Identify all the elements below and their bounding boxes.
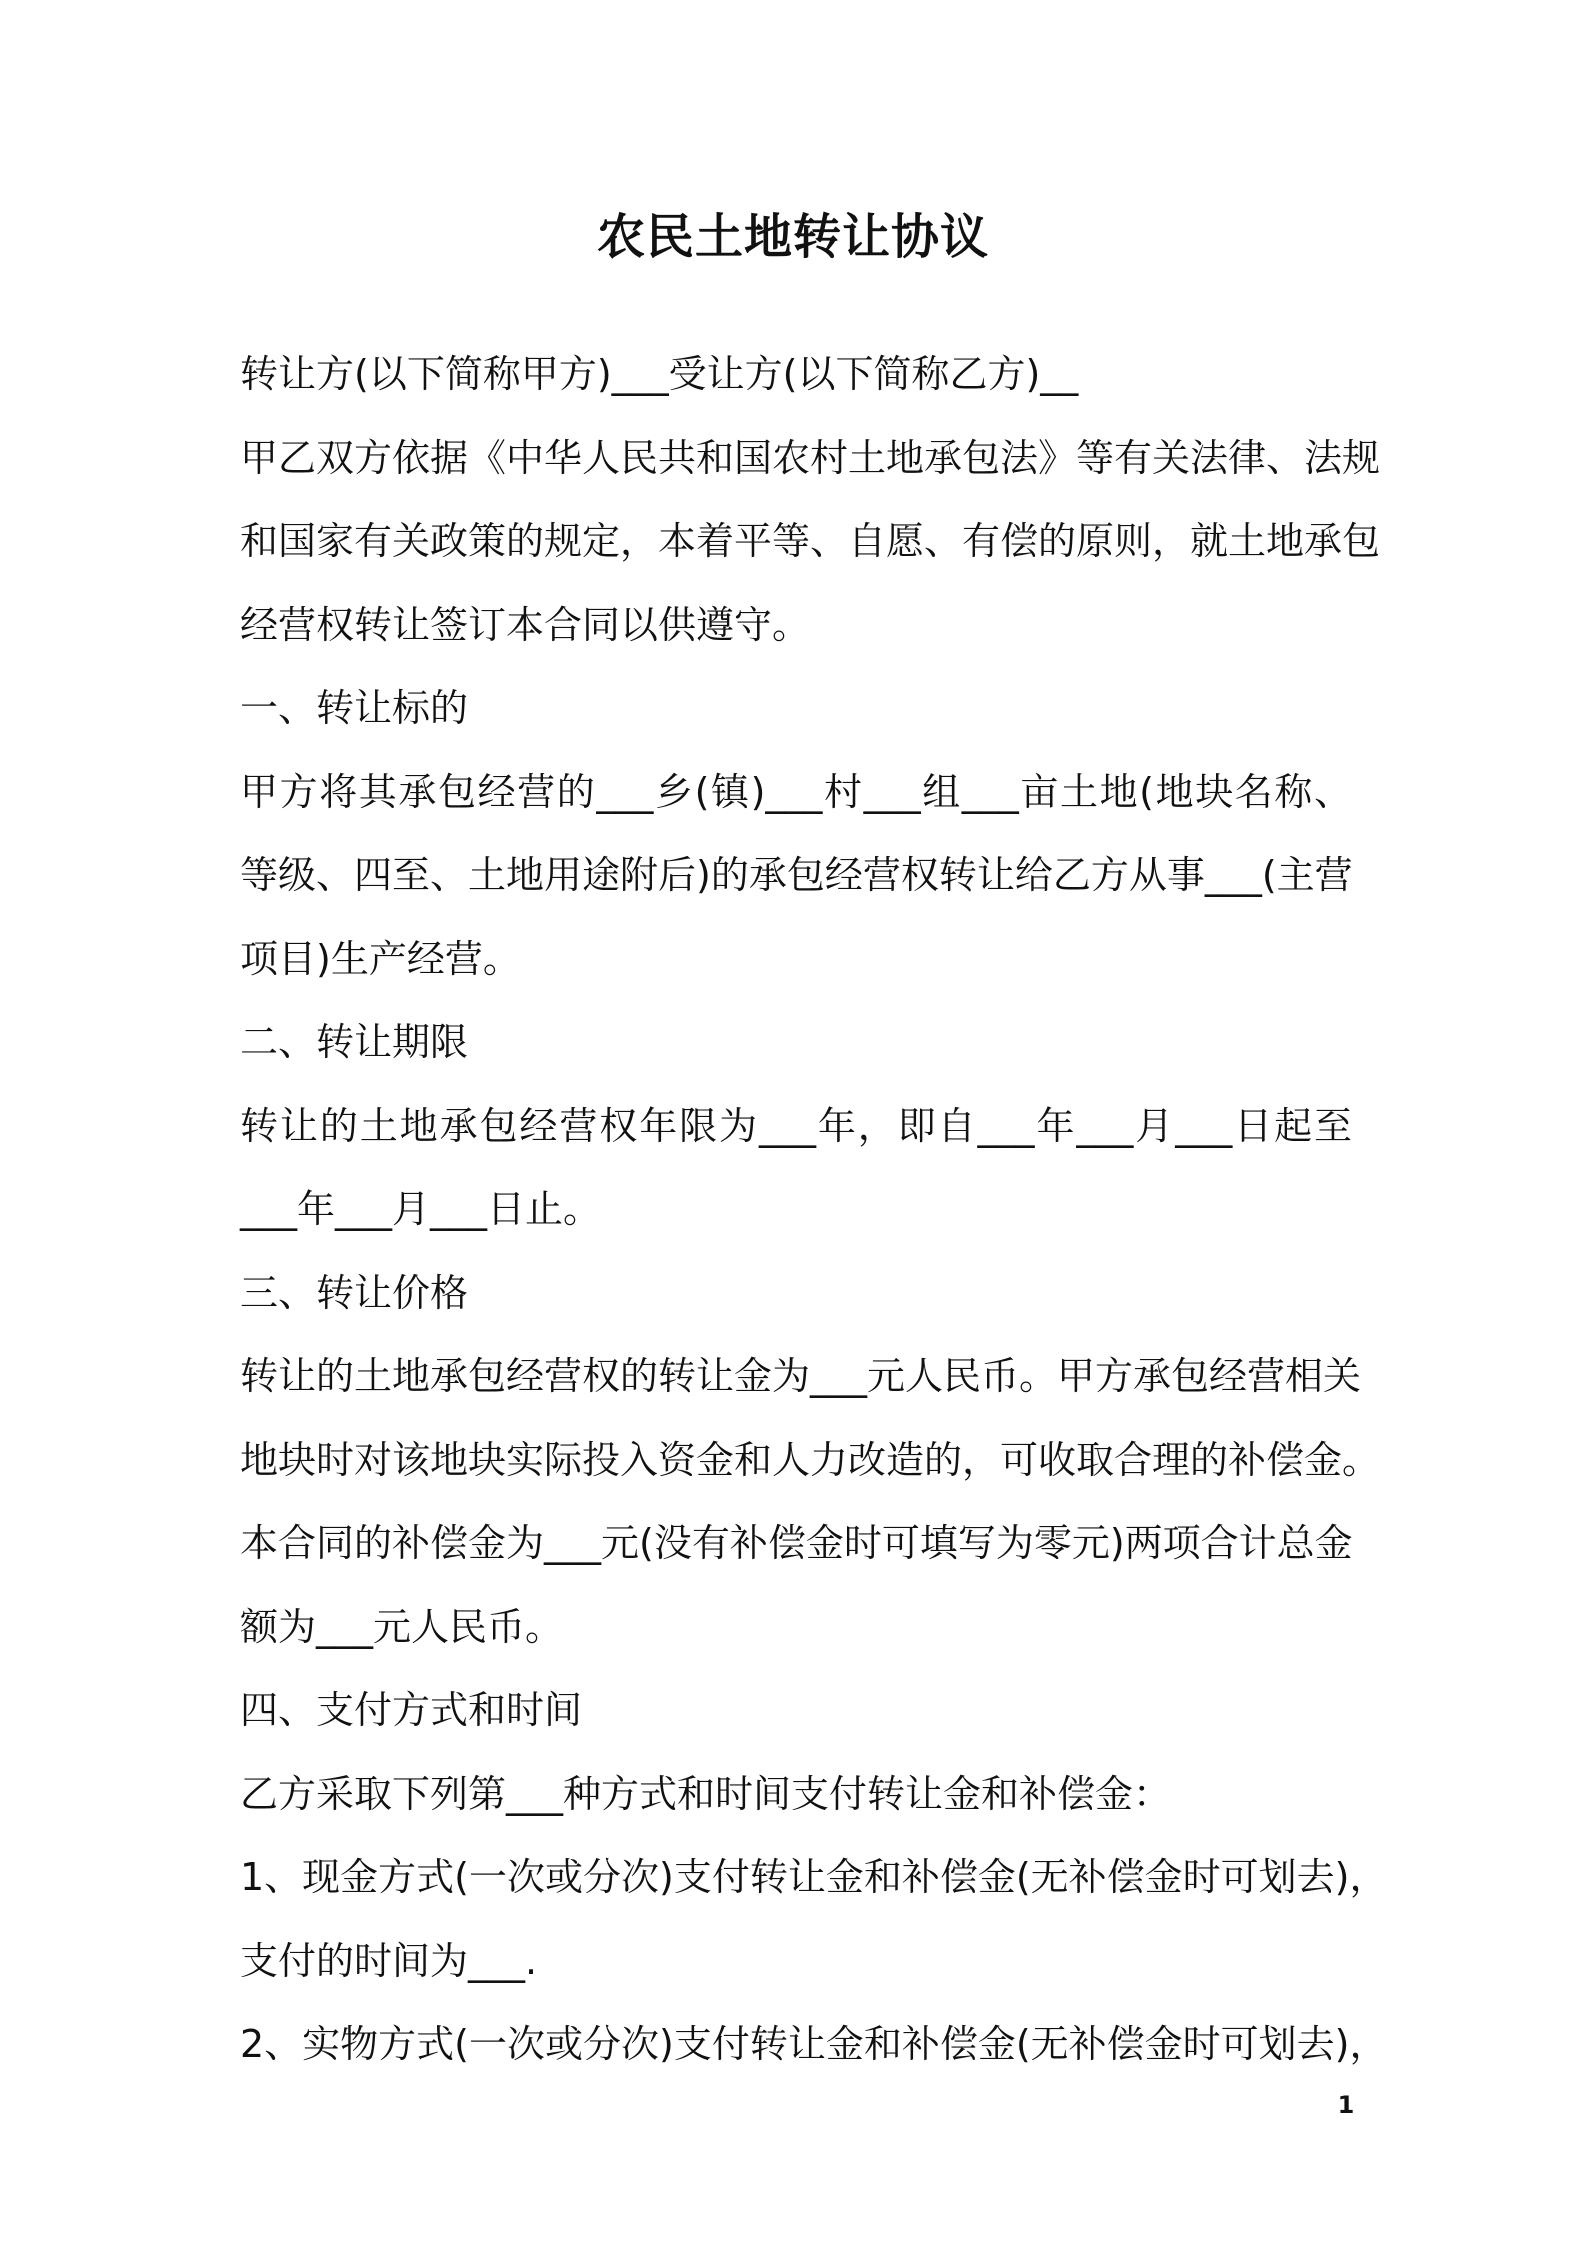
section-heading-1: 一、转让标的 — [240, 686, 469, 730]
section-heading-3: 三、转让价格 — [240, 1270, 469, 1315]
section-4-line-3: 支付的时间为___. — [240, 1938, 538, 1983]
document-title: 农民土地转让协议 — [596, 209, 989, 265]
section-3-line-3: 本合同的补偿金为___元(没有补偿金时可填写为零元)两项合计总金 — [240, 1521, 1353, 1565]
preamble-line-3: 经营权转让签订本合同以供遵守。 — [240, 602, 811, 647]
section-3-line-4: 额为___元人民币。 — [240, 1604, 564, 1649]
section-2-line-1: 转让的土地承包经营权年限为___年，即自___年___月___日起至 — [240, 1103, 1352, 1148]
section-4-line-4: 2、实物方式(一次或分次)支付转让金和补偿金(无补偿金时可划去)， — [240, 2022, 1388, 2066]
section-2-line-2: ___年___月___日止。 — [240, 1187, 602, 1231]
page-number: 1 — [1337, 2091, 1355, 2119]
section-4-line-2: 1、现金方式(一次或分次)支付转让金和补偿金(无补偿金时可划去)， — [240, 1855, 1388, 1899]
preamble-line-1: 甲乙双方依据《中华人民共和国农村土地承包法》等有关法律、法规 — [240, 435, 1381, 480]
preamble-line-2: 和国家有关政策的规定，本着平等、自愿、有偿的原则，就土地承包 — [240, 519, 1381, 563]
section-1-line-1: 甲方将其承包经营的___乡(镇)___村___组___亩土地(地块名称、 — [240, 769, 1352, 814]
section-heading-2: 二、转让期限 — [240, 1020, 469, 1064]
section-1-line-2: 等级、四至、土地用途附后)的承包经营权转让给乙方从事___(主营 — [240, 853, 1353, 897]
section-3-line-1: 转让的土地承包经营权的转让金为___元人民币。甲方承包经营相关 — [240, 1354, 1362, 1398]
party-line: 转让方(以下简称甲方)___受让方(以下简称乙方)__ — [240, 352, 1079, 396]
section-heading-4: 四、支付方式和时间 — [240, 1688, 583, 1732]
section-1-line-3: 项目)生产经营。 — [240, 936, 521, 981]
section-4-line-1: 乙方采取下列第___种方式和时间支付转让金和补偿金： — [240, 1771, 1172, 1816]
section-3-line-2: 地块时对该地块实际投入资金和人力改造的，可收取合理的补偿金。 — [240, 1437, 1381, 1482]
document-body — [240, 333, 1388, 2087]
